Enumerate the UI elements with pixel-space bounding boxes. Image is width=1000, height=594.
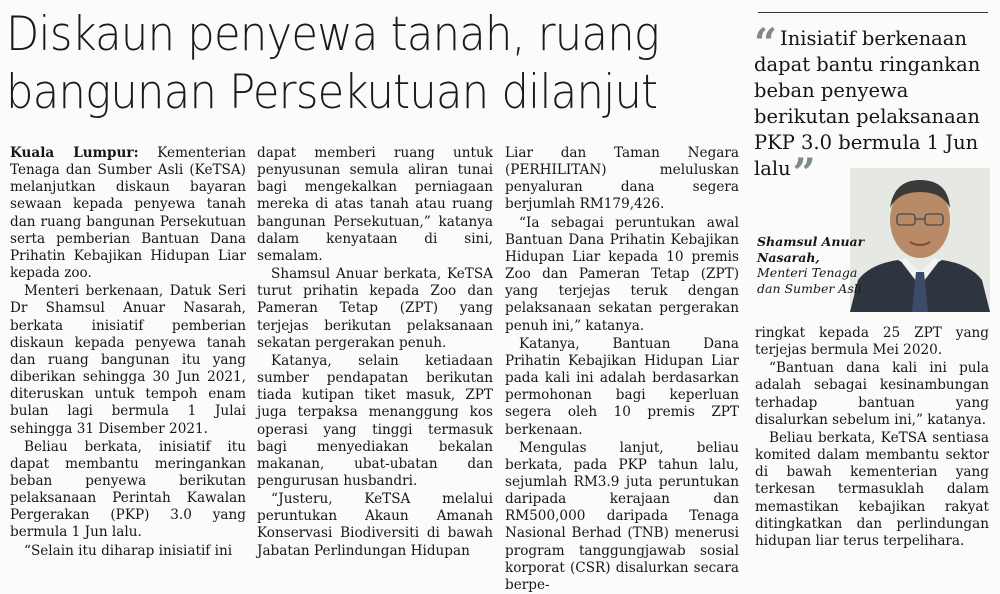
headline-line-2: bangunan Persekutuan dilanjut xyxy=(6,65,658,120)
paragraph: ringkat kepada 25 ZPT yang terjejas bermula Mei 2020. xyxy=(755,325,989,359)
pullquote-top-rule xyxy=(758,12,988,13)
paragraph: Liar dan Taman Negara (PERHILITAN) meluluskan penyaluran dana segera berjumlah RM179,426. xyxy=(505,145,739,213)
paragraph xyxy=(10,145,246,282)
paragraph: Mengulas lanjut, beliau berkata, pada PKP tahun lalu, sejumlah RM3.9 juta peruntukan daripada kerajaan dan RM500,000 daripada Tenaga Nasional Berhad (TNB) menerusi program tanggungjawab sosial korporat (CSR) disalurkan secara berpe- xyxy=(505,439,739,593)
paragraph: Shamsul Anuar berkata, KeTSA turut prihatin kepada Zoo dan Pameran Tetap (ZPT) yang terjejas berikutan pelaksanaan sekatan pergerakan penuh. xyxy=(257,266,493,351)
close-quote-icon: ” xyxy=(792,150,816,197)
paragraph: Menteri berkenaan, Datuk Seri Dr Shamsul Anuar Nasarah, berkata inisiatif pemberian diskaun kepada penyewa tanah dan ruang bangunan itu yang diberikan sehingga 30 Jun 2021, diteruskan untuk tempoh enam bulan lagi bermula 1 Julai sehingga 31 Disember 2021. xyxy=(10,283,246,437)
pullquote xyxy=(754,20,990,197)
paragraph: Katanya, Bantuan Dana Prihatin Kebajikan Hidupan Liar pada kali ini adalah berdasarkan permohonan bagi keperluan segera oleh 10 premis ZPT berkenaan. xyxy=(505,335,739,438)
headline-line-1: Diskaun penyewa tanah, ruang xyxy=(6,7,660,62)
paragraph: “Ia sebagai peruntukan awal Bantuan Dana Prihatin Kebajikan Hidupan Liar kepada 10 premis Zoo dan Pameran Tetap (ZPT) yang terjejas teruk dengan pelaksanaan sekatan pergerakan penuh ini,” katanya. xyxy=(505,214,739,334)
paragraph: “Selain itu diharap inisiatif ini xyxy=(24,542,233,559)
paragraph: Beliau berkata, inisiatif itu dapat membantu meringankan beban penyewa berikutan pelaksanaan Perintah Kawalan Pergerakan (PKP) 3.0 yang bermula 1 Jun lalu. xyxy=(10,438,246,541)
paragraph-text: Kementerian Tenaga dan Sumber Asli (KeTSA) melanjutkan diskaun bayaran sewaan kepada penyewa tanah dan ruang bangunan Persekutuan serta pemberian Bantuan Dana Prihatin Kebajikan Hidupan Liar kepada zoo. xyxy=(10,145,247,282)
article-column-3 xyxy=(505,145,739,594)
dateline: Kuala Lumpur: xyxy=(10,145,139,161)
paragraph: Katanya, selain ketiadaan sumber pendapatan berikutan tiada kutipan tiket masuk, ZPT juga terpaksa menanggung kos operasi yang tinggi termasuk bagi menyediakan bekalan makanan, ubat-ubatan dan pengurusan husbandri. xyxy=(257,352,493,489)
paragraph: Beliau berkata, KeTSA sentiasa komited dalam membantu sektor di bawah kementerian yang terkesan termasuklah dalam memastikan kebajikan rakyat ditingkatkan dan perlindungan hidupan liar terus terpelihara. xyxy=(755,429,989,549)
photo-caption xyxy=(757,234,877,296)
caption-title: Menteri Tenaga dan Sumber Asli xyxy=(757,265,862,296)
pullquote-text: Inisiatif berkenaan dapat bantu ringankan beban penyewa berikutan pelaksanaan PKP 3.0 bermula 1 Jun lalu xyxy=(754,27,981,180)
paragraph: “Justeru, KeTSA melalui peruntukan Akaun Amanah Konservasi Biodiversiti di bawah Jabatan Perlindungan Hidupan xyxy=(257,491,493,559)
article-column-4 xyxy=(755,325,989,550)
open-quote-icon: “ xyxy=(754,20,778,67)
paragraph: “Bantuan dana kali ini pula adalah sebagai kesinambungan terhadap bantuan yang disalurkan sebelum ini,” katanya. xyxy=(755,360,989,428)
headline xyxy=(6,6,687,122)
article-column-1 xyxy=(10,145,246,560)
paragraph: dapat memberi ruang untuk penyusunan semula aliran tunai bagi mengekalkan perniagaan mereka di atas tanah atau ruang bangunan Persekutuan,” katanya dalam kenyataan di sini, semalam. xyxy=(257,145,493,264)
article-column-2 xyxy=(257,145,493,560)
caption-name: Shamsul Anuar Nasarah, xyxy=(757,234,865,265)
